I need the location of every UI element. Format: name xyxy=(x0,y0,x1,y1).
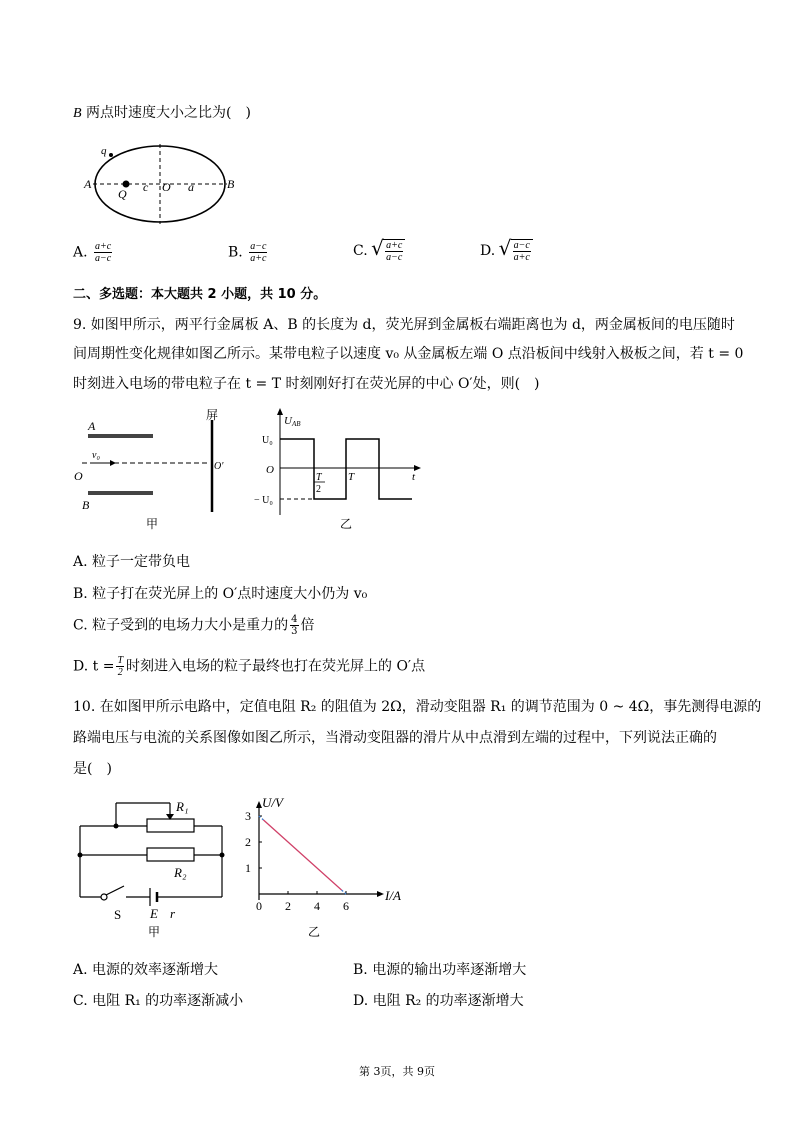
q9-axis-U-sub: AB xyxy=(292,420,301,428)
q8-stem-text: 两点时速度大小之比为( ) xyxy=(81,105,251,121)
q8-label-a: a xyxy=(188,180,194,194)
q9-line2: 间周期性变化规律如图乙所示。某带电粒子以速度 v₀ 从金属板左端 O 点沿板间中线射入极板之间，若 t = 0 xyxy=(73,346,744,362)
chart-x-tick-0: 0 xyxy=(256,899,262,913)
q9-plate-A: A xyxy=(88,419,96,433)
q10-option-a[interactable]: A. 电源的效率逐渐增大 xyxy=(73,962,219,978)
q9-figure-jia xyxy=(68,405,238,530)
chart-x-tick-2: 2 xyxy=(285,899,291,913)
q9-screen-label: 屏 xyxy=(206,408,219,422)
q10-circuit-figure xyxy=(70,790,240,940)
q10-line1: 10. 在如图甲所示电路中，定值电阻 R₂ 的阻值为 2Ω，滑动变阻器 R₁ 的调节范围为 0 ~ 4Ω，事先测得电源的 xyxy=(73,699,762,715)
q8-label-q: q xyxy=(101,145,107,157)
q8-ellipse-figure xyxy=(80,140,250,230)
q9-point-O: O xyxy=(74,469,83,483)
chart-series-line-1 xyxy=(259,816,263,820)
q9-T-half-den: 2 xyxy=(316,484,321,495)
q9-T-half-num: T xyxy=(316,472,322,483)
q9-origin: O xyxy=(266,464,274,476)
q9-v0: v₀ xyxy=(92,450,100,461)
section-title: 二、多选题：本大题共 2 小题，共 10 分。 xyxy=(73,287,327,302)
chart-y-tick-1: 1 xyxy=(245,861,251,875)
q10-line3: 是( ) xyxy=(73,761,112,777)
q9-line1: 9. 如图甲所示，两平行金属板 A、B 的长度为 d，荧光屏到金属板右端距离也为 d，两金属板间的电压随时 xyxy=(73,317,735,333)
q8-option-d[interactable]: D. √ $\frac{a-c}{a+c}$ xyxy=(480,239,533,263)
q9-figure-yi xyxy=(248,405,428,530)
q9-neg-U0: − U₀ xyxy=(254,495,273,506)
q10-option-d[interactable]: D. 电阻 R₂ 的功率逐渐增大 xyxy=(353,993,524,1009)
q8-option-c[interactable]: C. √ $\frac{a+c}{a-c}$ xyxy=(353,239,405,263)
chart-y-tick-2: 2 xyxy=(245,835,251,849)
q8-stem-tail xyxy=(73,102,251,122)
q9-axis-t: t xyxy=(412,471,416,483)
q10-line2: 路端电压与电流的关系图像如图乙所示，当滑动变阻器的滑片从中点滑到左端的过程中，下列说法正确的 xyxy=(73,730,717,746)
chart-x-arrow xyxy=(377,891,384,897)
q8-label-Q: Q xyxy=(118,187,127,201)
q9-T: T xyxy=(348,471,355,483)
page-footer: 第 3页，共 9页 xyxy=(359,1065,435,1078)
q10-option-c[interactable]: C. 电阻 R₁ 的功率逐渐减小 xyxy=(73,993,244,1009)
chart-y-label: U/V xyxy=(262,795,283,810)
chart-y-tick-3: 3 xyxy=(245,809,251,823)
chart-x-tick-6: 6 xyxy=(343,899,349,913)
q10-ui-chart xyxy=(240,790,415,940)
q9-line3: 时刻进入电场的带电粒子在 t = T 时刻刚好打在荧光屏的中心 O′处，则( ) xyxy=(73,376,540,392)
q9-plate-B: B xyxy=(82,498,90,512)
q10-option-b[interactable]: B. 电源的输出功率逐渐增大 xyxy=(353,962,527,978)
q8-label-c: c xyxy=(143,180,149,194)
q8-point-b: B xyxy=(73,106,82,121)
q10-label-R2: R₂ xyxy=(174,865,187,880)
chart-series-line-0 xyxy=(263,820,341,890)
chart-x-label: I/A xyxy=(385,888,401,903)
q10-label-R1: R₁ xyxy=(176,799,189,814)
q9-point-O-prime: O' xyxy=(214,461,224,472)
q9-option-b[interactable]: B. 粒子打在荧光屏上的 O′点时速度大小仍为 v₀ xyxy=(73,586,368,602)
q8-label-B: B xyxy=(227,177,235,191)
q10-label-E: E xyxy=(150,906,158,921)
q9-option-c[interactable]: C. 粒子受到的电场力大小是重力的 $\frac{4}{3}$ 倍 xyxy=(73,614,315,637)
q8-option-b[interactable]: B. $\frac{a-c}{a+c}$ xyxy=(228,241,267,264)
q10-label-S: S xyxy=(114,907,122,922)
q10-label-r: r xyxy=(170,906,176,921)
q9-caption-jia: 甲 xyxy=(146,517,159,530)
chart-x-tick-4: 4 xyxy=(314,899,320,913)
q8-label-A: A xyxy=(84,177,92,191)
q9-axis-U: U xyxy=(284,415,292,427)
q8-option-a[interactable]: A. $\frac{a+c}{a-c}$ xyxy=(73,241,112,264)
q8-label-O: O xyxy=(162,180,171,194)
q9-option-a[interactable]: A. 粒子一定带负电 xyxy=(73,554,191,570)
q9-caption-yi: 乙 xyxy=(340,517,353,530)
chart-caption: 乙 xyxy=(308,925,321,939)
q9-option-d[interactable]: D. t = $\frac{T}{2}$ 时刻进入电场的粒子最终也打在荧光屏上的 O′点 xyxy=(73,655,426,678)
q10-caption-jia: 甲 xyxy=(148,925,161,939)
q9-U0: U₀ xyxy=(262,435,273,446)
